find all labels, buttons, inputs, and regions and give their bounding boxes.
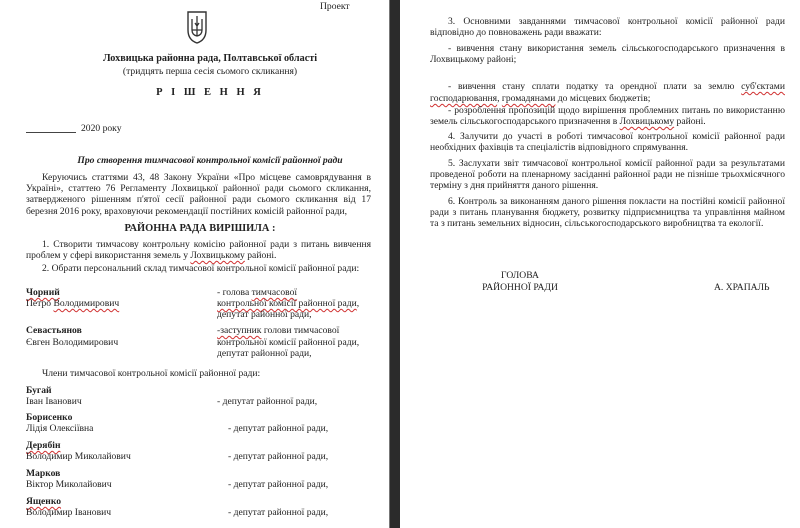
item-1 bbox=[26, 239, 371, 261]
org-name: Лохвицька районна рада, Полтавської області bbox=[102, 53, 318, 64]
member-role: - депутат районної ради, bbox=[228, 479, 329, 490]
right-page bbox=[400, 0, 800, 528]
member-given-name: Володимир Іванович bbox=[26, 507, 112, 518]
item-1-district: Лохвицькому bbox=[190, 250, 245, 262]
deputy-role-line-1: -заступник голови тимчасової bbox=[217, 325, 340, 336]
left-page bbox=[0, 0, 389, 528]
session-line: (тридцять перша сесія сьомого скликання) bbox=[122, 66, 298, 77]
member-given-name: Іван Іванович bbox=[26, 396, 82, 407]
project-label: Проект bbox=[320, 1, 350, 12]
item-4: 4. Залучити до участі в роботі тимчасової контрольної комісії районної ради необхідних фахівців та спеціалістів відповідного спрямування. bbox=[430, 131, 785, 154]
date-blank-line bbox=[26, 132, 76, 133]
coat-of-arms-icon bbox=[186, 10, 208, 44]
head-surname: Чорний bbox=[26, 287, 60, 298]
member-surname: Марков bbox=[26, 468, 61, 479]
member-surname: Дерябін bbox=[26, 440, 61, 451]
item-2: 2. Обрати персональний склад тимчасової контрольної комісії районної ради: bbox=[42, 263, 360, 274]
member-surname: Борисенко bbox=[26, 412, 73, 423]
member-given-name: Володимир Миколайович bbox=[26, 451, 131, 462]
deputy-role-line-3: депутат районної ради, bbox=[217, 348, 312, 359]
item-1-text-a: 1. Створити тимчасову контрольну комісію районної ради з питань вивчення проблем у сфері використання земель у bbox=[26, 239, 371, 262]
member-given-name: Лідія Олексіївна bbox=[26, 423, 94, 434]
date-line: 2020 року bbox=[81, 123, 122, 134]
signature-name: А. ХРАПАЛЬ bbox=[714, 282, 770, 293]
item-6: 6. Контроль за виконанням даного рішення покласти на постійні комісії районної ради з питань планування бюджету, розвитку підприємництва та управління майном та з питань земельних відносин, сільськогосподарського виробництва та екології. bbox=[430, 196, 785, 230]
member-surname: Ященко bbox=[26, 496, 62, 507]
item-3-task-b: - вивчення стану сплати податку та орендної плати за землю суб'єктами господарювання, громадянами до місцевих бюджетів; bbox=[430, 81, 785, 104]
member-role: - депутат районної ради, bbox=[228, 507, 329, 518]
member-given-name: Віктор Миколайович bbox=[26, 479, 112, 490]
member-role: - депутат районної ради, bbox=[228, 451, 329, 462]
document-type: Р І Ш Е Н Н Я bbox=[156, 87, 264, 98]
signature-title-2: РАЙОННОЇ РАДИ bbox=[482, 282, 558, 293]
resolution-heading: РАЙОННА РАДА ВИРІШИЛА : bbox=[124, 223, 276, 234]
head-role-line-2: контрольної комісії районної ради, bbox=[217, 298, 360, 309]
page-gutter bbox=[389, 0, 400, 528]
member-surname: Бугай bbox=[26, 385, 52, 396]
head-given-name: Петро Володимирович bbox=[26, 298, 120, 309]
deputy-role-line-2: контрольної комісії районної ради, bbox=[217, 337, 360, 348]
decision-title: Про створення тимчасової контрольної комісії районної ради bbox=[77, 155, 343, 166]
member-role: - депутат районної ради, bbox=[217, 396, 318, 407]
head-role-line-3: депутат районної ради, bbox=[217, 309, 312, 320]
head-role-line-1: - голова тимчасової bbox=[217, 287, 298, 298]
item-3-task-c: - розроблення пропозицій щодо вирішення проблемних питань по використанню земель сільськогосподарського призначення в Лохвицькому районі. bbox=[430, 105, 785, 128]
page-edge bbox=[389, 0, 390, 528]
member-role: - депутат районної ради, bbox=[228, 423, 329, 434]
item-3-task-a: - вивчення стану використання земель сільськогосподарського призначення в Лохвицькому районі; bbox=[430, 43, 785, 66]
item-3-intro: 3. Основними завданнями тимчасової контрольної комісії районної ради відповідно до повноважень ради вважати: bbox=[430, 16, 785, 39]
deputy-given-name: Євген Володимирович bbox=[26, 337, 119, 348]
deputy-surname: Севастьянов bbox=[26, 325, 82, 336]
signature-title-1: ГОЛОВА bbox=[501, 270, 539, 281]
members-heading: Члени тимчасової контрольної комісії районної ради: bbox=[42, 368, 261, 379]
item-1-text-b: районі. bbox=[244, 250, 277, 262]
item-5: 5. Заслухати звіт тимчасової контрольної комісії районної ради за результатами проведеної роботи на пленарному засіданні районної ради не пізніше трьохмісячного терміну з дня прийняття даного рішення. bbox=[430, 158, 785, 192]
preamble-paragraph: Керуючись статтями 43, 48 Закону України «Про місцеве самоврядування в Україні», статтею 76 Регламенту Лохвицької районної ради сьомого скликання, затвердженого рішенням п'ятої сесії районної ради сьомого скликання від 17 березня 2016 року, враховуючи рекомендації постійних комісій районної ради, bbox=[26, 172, 371, 217]
